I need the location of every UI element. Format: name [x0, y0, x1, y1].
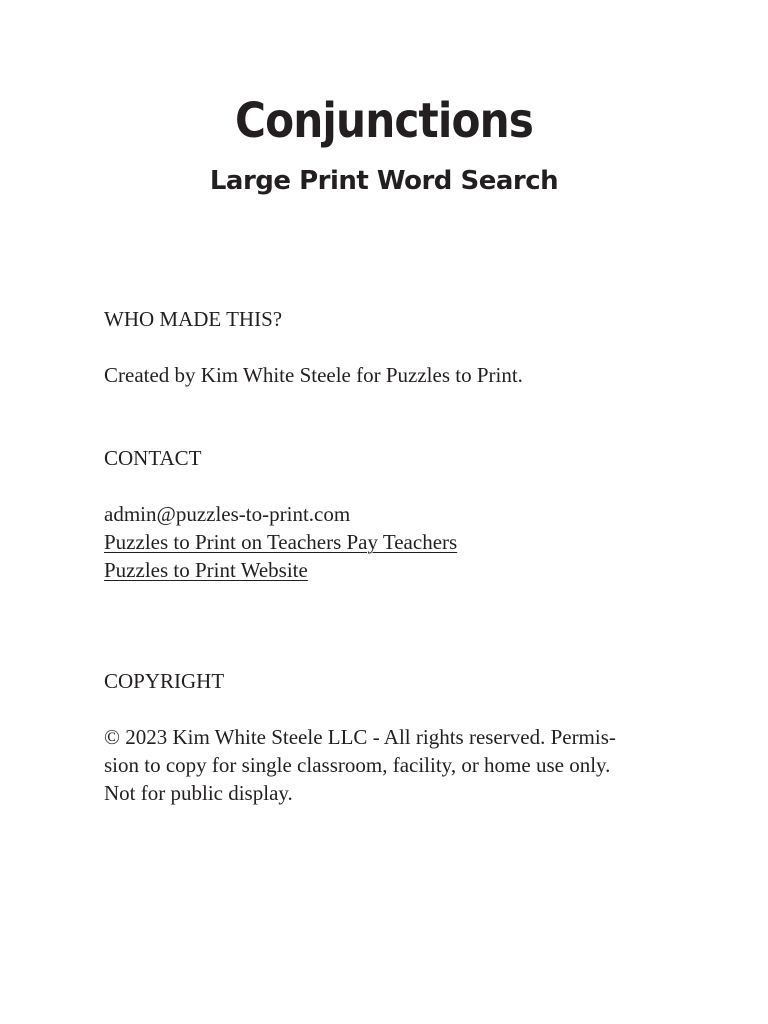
website-link[interactable]: Puzzles to Print Website [104, 558, 308, 582]
who-made-this-heading: WHO MADE THIS? [104, 307, 283, 331]
tpt-link-line [104, 528, 664, 556]
website-link-line [104, 556, 664, 584]
copyright-notice [104, 723, 684, 807]
page-subtitle: Large Print Word Search [209, 166, 559, 196]
contact-heading: CONTACT [104, 446, 202, 470]
copyright-line: Not for public display. [104, 781, 293, 805]
contact-email: admin@puzzles-to-print.com [104, 502, 351, 526]
creator-credit: Created by Kim White Steele for Puzzles to Print. [104, 363, 523, 387]
teachers-pay-teachers-link[interactable]: Puzzles to Print on Teachers Pay Teachers [104, 530, 458, 554]
copyright-line: © 2023 Kim White Steele LLC - All rights reserved. Permis- [104, 725, 616, 749]
copyright-line: sion to copy for single classroom, facility, or home use only. [104, 753, 611, 777]
page-title: Conjunctions [234, 93, 534, 149]
copyright-heading: COPYRIGHT [104, 669, 225, 693]
